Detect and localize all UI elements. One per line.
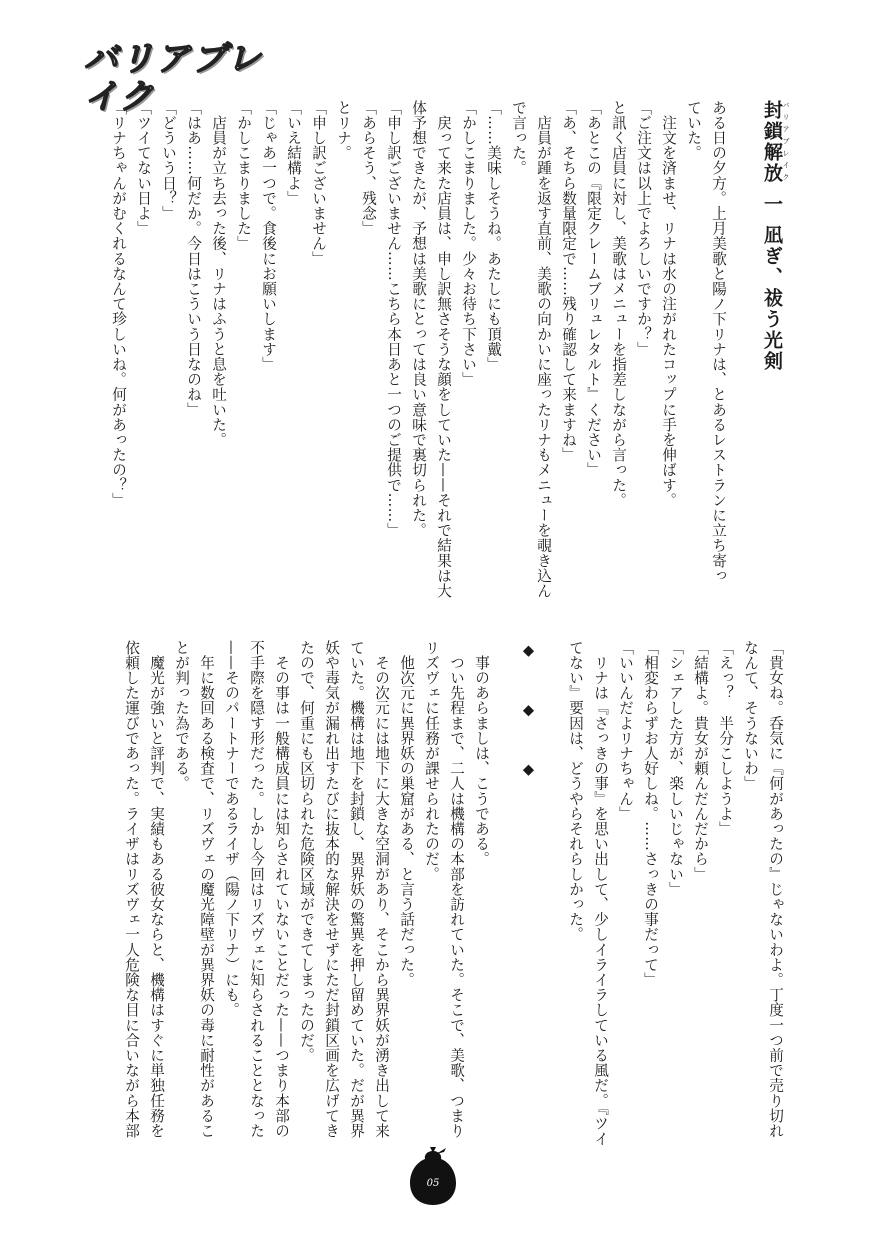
text-line: 「貴女ね。呑気に『何があったの』じゃないわよ。丁度一つ前で売り切れ bbox=[767, 640, 784, 1139]
text-line: つい先程まで、二人は機構の本部を訪れていた。そこで、美歌、つまり bbox=[448, 640, 465, 1139]
text-line: 「かしこまりました」 bbox=[235, 100, 252, 251]
text-line: 「シェアした方が、楽しいじゃない」 bbox=[667, 640, 684, 897]
text-line: 「ご注文は以上でよろしいですか？」 bbox=[635, 100, 652, 357]
text-line: なんて、そうないわ」 bbox=[742, 640, 759, 791]
text-line: 「どういう日？」 bbox=[160, 100, 177, 221]
text-line: 「あらそう、残念」 bbox=[360, 100, 377, 236]
page-number: 05 bbox=[426, 1178, 440, 1189]
lower-text-block bbox=[88, 640, 788, 1145]
text-line: 「リナちゃんがむくれるなんて珍しいね。何があったの？」 bbox=[110, 100, 127, 508]
upper-text-block bbox=[90, 100, 790, 660]
text-line: 他次元に異界妖の巣窟がある、と言う話だった。 bbox=[398, 640, 415, 988]
text-line: 不手際を隠す形だった。しかし今回はリズヴェに知らされることとなった bbox=[248, 640, 265, 1139]
text-line: と訊く店員に対し、美歌はメニューを指差しながら言った。 bbox=[610, 100, 627, 508]
text-line: 「じゃあ一つで。食後にお願いします」 bbox=[260, 100, 277, 372]
text-line: 依頼した運びであった。ライザはリズヴェ一人危険な目に合いながら本部 bbox=[123, 640, 140, 1139]
text-line: とが判った為である。 bbox=[173, 640, 190, 791]
chapter-title-ruby: バリアブレイク bbox=[782, 100, 790, 184]
text-line: 注文を済ませ、リナは水の注がれたコップに手を伸ばす。 bbox=[660, 100, 677, 508]
chapter-title bbox=[759, 100, 790, 660]
text-line: ていた。 bbox=[685, 100, 702, 161]
text-line: ——そのパートナーであるライザ（陽ノ下リナ）にも。 bbox=[223, 640, 240, 1018]
text-line: リナは『さっきの事』を思い出して、少しイライラしている風だ。『ツイ bbox=[592, 640, 609, 1147]
text-line: 「はあ……何だか。今日はこういう日なのね」 bbox=[185, 100, 202, 418]
text-line: とリナ。 bbox=[335, 100, 352, 161]
text-line: 「申し訳ございません」 bbox=[310, 100, 327, 267]
text-line: 「いえ結構よ」 bbox=[285, 100, 302, 206]
text-line: 「ツイてない日よ」 bbox=[135, 100, 152, 236]
text-line: 「結構よ。貴女が頼んだんだから」 bbox=[692, 640, 709, 882]
series-logo: バリアブレイク bbox=[84, 39, 263, 117]
text-line: 妖や毒気が漏れ出すたびに抜本的な解決をせずにただ封鎖区画を広げてき bbox=[323, 640, 340, 1139]
text-line: 「相変わらずお人好しね。……さっきの事だって」 bbox=[642, 640, 659, 988]
text-line: 「あとこの『限定クレームブリュレタルト』ください」 bbox=[585, 100, 602, 478]
chapter-number: 一 bbox=[761, 194, 783, 215]
text-line: 「あ、そちら数量限定で……残り確認して来ますね」 bbox=[560, 100, 577, 463]
text-line: 事のあらましは、こうである。 bbox=[473, 640, 490, 867]
text-line: 店員が踵を返す直前、美歌の向かいに座ったリナもメニューを覗き込ん bbox=[535, 100, 552, 599]
text-line: ある日の夕方。上月美歌と陽ノ下リナは、とあるレストランに立ち寄っ bbox=[710, 100, 727, 584]
text-line: その事は一般構成員には知らされていないことだった——つまり本部の bbox=[273, 640, 290, 1139]
chapter-title-main: 封鎖解放 バリアブレイク bbox=[761, 100, 790, 184]
text-line: たので、何重にも区切られた危険区域ができてしまったのだ。 bbox=[298, 640, 315, 1063]
page-number-ornament-icon bbox=[406, 1145, 460, 1207]
text-line: 「かしこまりました。少々お待ち下さい」 bbox=[460, 100, 477, 387]
text-line: 「いいんだよリナちゃん」 bbox=[617, 640, 634, 822]
text-line: 「えっ？ 半分こしようよ」 bbox=[717, 640, 734, 837]
text-line: で言った。 bbox=[510, 100, 527, 176]
text-line: ていた。機構は地下を封鎖し、異界妖の驚異を押し留めていた。だが異界 bbox=[348, 640, 365, 1139]
text-line: 年に数回ある検査で、リズヴェの魔光障壁が異界妖の毒に耐性があるこ bbox=[198, 640, 215, 1139]
scene-break-diamonds: ◆ ◆ ◆ bbox=[520, 642, 537, 793]
text-line: てない』要因は、どうやらそれらしかった。 bbox=[567, 640, 584, 942]
text-line: 「申し訳ございません……こちら本日あと一つのご提供で……」 bbox=[385, 100, 402, 538]
text-line: 戻って来た店員は、申し訳無さそうな顔をしていた——それで結果は大 bbox=[435, 100, 452, 599]
text-line: その次元には地下に大きな空洞があり、そこから異界妖が湧き出して来 bbox=[373, 640, 390, 1139]
text-line: リズヴェに任務が課せられたのだ。 bbox=[423, 640, 440, 882]
text-line: 「……美味しそうね。あたしにも頂戴」 bbox=[485, 100, 502, 372]
text-line: 魔光が強いと評判で、実績もある彼女ならと、機構はすぐに単独任務を bbox=[148, 640, 165, 1139]
text-line: 体予想できたが、予想は美歌にとっては良い意味で裏切られた。 bbox=[410, 100, 427, 538]
chapter-subtitle: 凪ぎ、祓う光剣 bbox=[761, 225, 783, 372]
text-line: 店員が立ち去った後、リナはふうと息を吐いた。 bbox=[210, 100, 227, 448]
